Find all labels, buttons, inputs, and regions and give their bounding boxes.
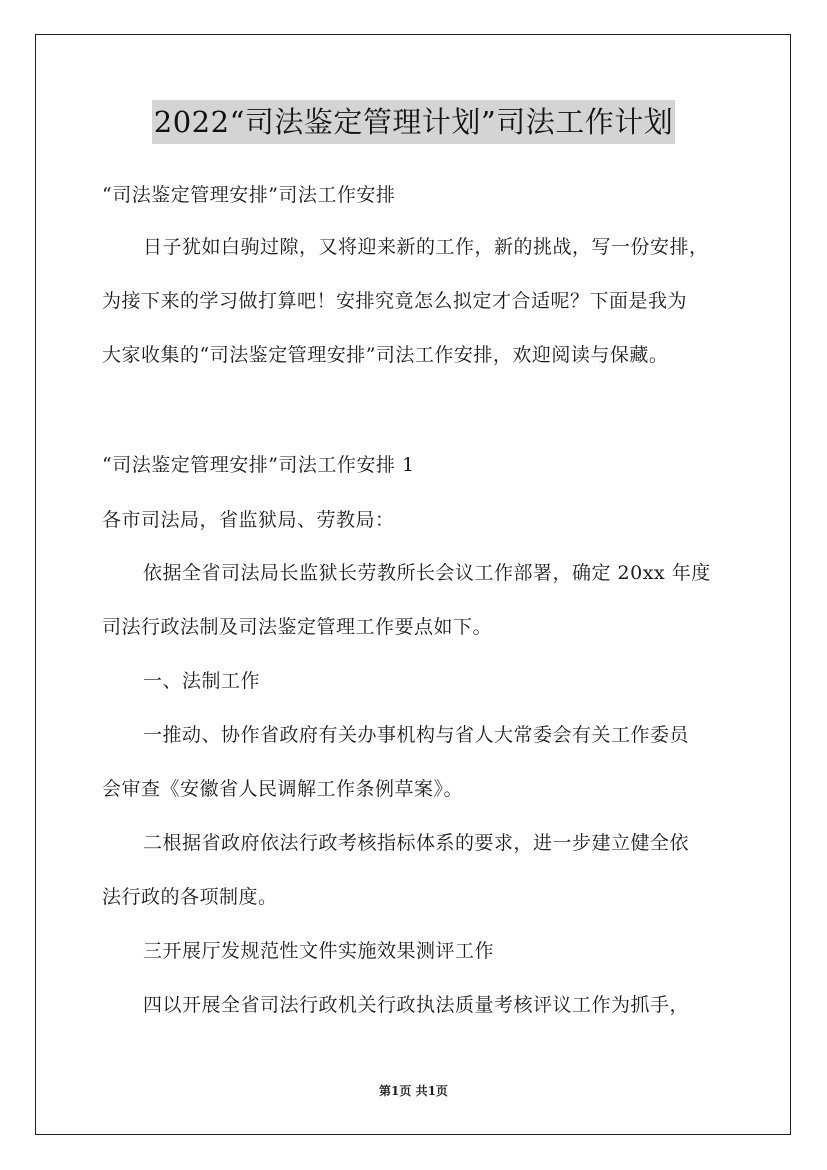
paragraph-line: 司法行政法制及司法鉴定管理工作要点如下。 xyxy=(102,616,493,638)
document-title: 2022“司法鉴定管理计划”司法工作计划 xyxy=(152,100,675,144)
title-container xyxy=(0,100,827,144)
page-number-footer: 第1页 共1页 xyxy=(379,1084,448,1098)
paragraph-line: 大家收集的“司法鉴定管理安排”司法工作安排，欢迎阅读与保藏。 xyxy=(102,344,669,366)
paragraph-line: 为接下来的学习做打算吧！安排究竟怎么拟定才合适呢？下面是我为 xyxy=(102,290,688,312)
subheading-line: 一、法制工作 xyxy=(143,670,261,692)
subtitle-line: “司法鉴定管理安排”司法工作安排 xyxy=(102,184,396,206)
paragraph-line: 法行政的各项制度。 xyxy=(102,886,278,908)
paragraph-line: 日子犹如白驹过隙，又将迎来新的工作，新的挑战，写一份安排， xyxy=(143,236,709,258)
salutation-line: 各市司法局，省监狱局、劳教局： xyxy=(102,509,395,531)
paragraph-line: 三开展厅发规范性文件实施效果测评工作 xyxy=(143,940,495,962)
paragraph-line: 二根据省政府依法行政考核指标体系的要求，进一步建立健全依 xyxy=(143,832,690,854)
paragraph-line: 一推动、协作省政府有关办事机构与省人大常委会有关工作委员 xyxy=(143,724,690,746)
section-heading: “司法鉴定管理安排”司法工作安排 1 xyxy=(102,454,415,476)
paragraph-line: 会审查《安徽省人民调解工作条例草案》。 xyxy=(102,778,464,800)
paragraph-line: 四以开展全省司法行政机关行政执法质量考核评议工作为抓手， xyxy=(143,994,690,1016)
paragraph-line: 依据全省司法局长监狱长劳教所长会议工作部署，确定 20xx 年度 xyxy=(143,562,711,584)
